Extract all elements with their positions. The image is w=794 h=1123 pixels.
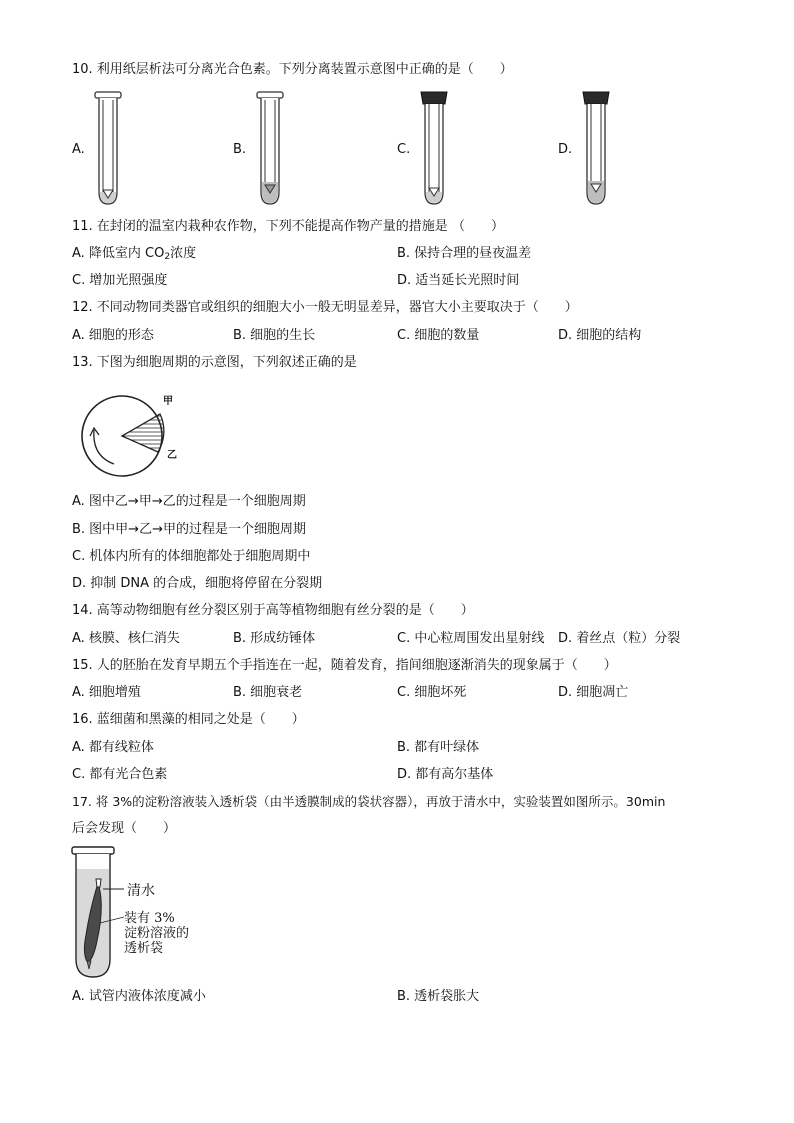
q16-option-a: A. 都有线粒体 [72,740,154,755]
q13-option-b: B. 图中甲→乙→甲的过程是一个细胞周期 [72,522,306,537]
q15-option-d: D. 细胞凋亡 [558,685,629,700]
q11-option-c: C. 增加光照强度 [72,273,168,288]
q14-option-c: C. 中心粒周围发出星射线 [397,631,545,646]
q13-cell-cycle-diagram [80,390,190,486]
q11-option-d: D. 适当延长光照时间 [397,273,520,288]
q16-stem: 16. 蓝细菌和黑藻的相同之处是（ ） [72,712,305,727]
q11-option-a-post: 浓度 [170,246,197,261]
q10-option-b: B. [233,142,247,157]
q14-option-d: D. 着丝点（粒）分裂 [558,631,681,646]
q17-stem-line1: 17. 将 3%的淀粉溶液装入透析袋（由半透膜制成的袋状容器），再放于清水中，实验装置如图所示。30min [72,794,666,809]
q17-label-bag-1: 装有 3% [124,911,175,926]
q11-option-b: B. 保持合理的昼夜温差 [397,246,532,261]
q13-label-yi: 乙 [167,450,177,461]
q11-stem: 11. 在封闭的温室内栽种农作物，下列不能提高作物产量的措施是 （ ） [72,219,504,234]
q16-option-b: B. 都有叶绿体 [397,740,480,755]
q17-stem-line2: 后会发现（ ） [72,821,177,836]
q12-option-b: B. 细胞的生长 [233,328,316,343]
q10-tube-b-image [254,90,286,208]
q10-option-a: A. [72,142,85,157]
q14-stem: 14. 高等动物细胞有丝分裂区别于高等植物细胞有丝分裂的是（ ） [72,603,474,618]
q15-option-c: C. 细胞坏死 [397,685,467,700]
q11-option-a [72,245,196,266]
q16-option-c: C. 都有光合色素 [72,767,168,782]
q13-option-a: A. 图中乙→甲→乙的过程是一个细胞周期 [72,494,306,509]
q15-option-a: A. 细胞增殖 [72,685,141,700]
q15-stem: 15. 人的胚胎在发育早期五个手指连在一起，随着发育，指间细胞逐渐消失的现象属于（ ） [72,658,617,673]
q17-option-b: B. 透析袋胀大 [397,989,480,1004]
q12-option-a: A. 细胞的形态 [72,328,154,343]
q15-option-b: B. 细胞衰老 [233,685,303,700]
q16-option-d: D. 都有高尔基体 [397,767,494,782]
q17-label-water: 清水 [127,883,155,899]
q10-stem: 10. 利用纸层析法可分离光合色素。下列分离装置示意图中正确的是（ ） [72,62,513,77]
q10-option-d: D. [558,142,573,157]
q10-tube-c-image [418,88,450,208]
q10-option-c: C. [397,142,411,157]
q10-tube-d-image [580,88,612,208]
q11-option-a-sub: 2 [164,252,171,262]
q13-label-jia: 甲 [163,396,173,407]
q11-option-a-text: A. 降低室内 CO [72,246,165,261]
q13-option-c: C. 机体内所有的体细胞都处于细胞周期中 [72,549,311,564]
q12-stem: 12. 不同动物同类器官或组织的细胞大小一般无明显差异，器官大小主要取决于（ ） [72,300,578,315]
q17-option-a: A. 试管内液体浓度减小 [72,989,206,1004]
q12-option-d: D. 细胞的结构 [558,328,642,343]
q12-option-c: C. 细胞的数量 [397,328,480,343]
q14-option-a: A. 核膜、核仁消失 [72,631,180,646]
q13-option-d: D. 抑制 DNA 的合成，细胞将停留在分裂期 [72,576,323,591]
q17-label-bag-3: 透析袋 [124,941,164,956]
q17-label-bag-2: 淀粉溶液的 [124,926,190,941]
q14-option-b: B. 形成纺锤体 [233,631,316,646]
q10-tube-a-image [92,90,124,208]
q13-stem: 13. 下图为细胞周期的示意图，下列叙述正确的是 [72,355,357,370]
